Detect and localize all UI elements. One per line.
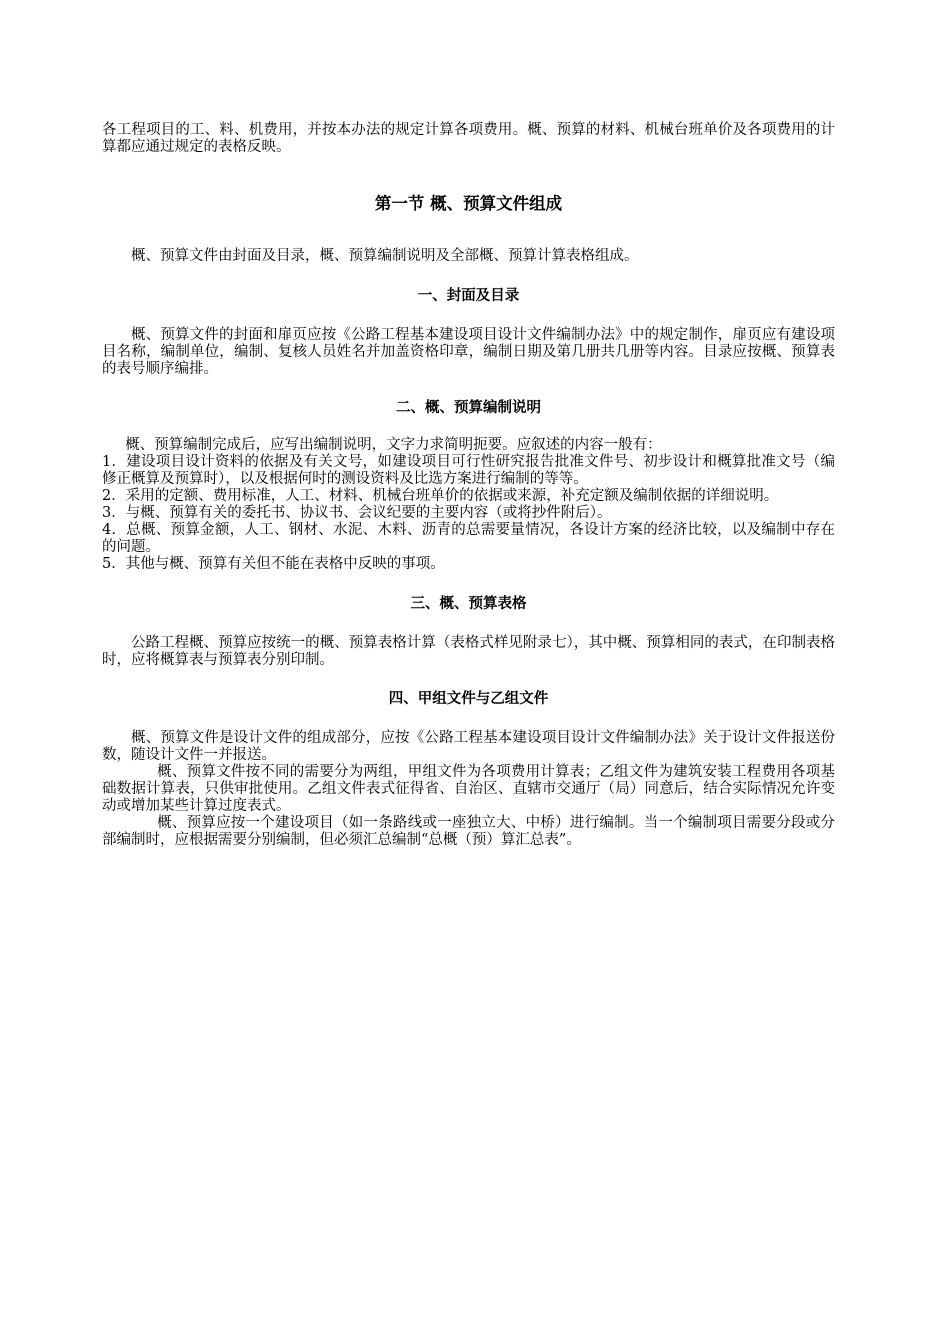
part-2-lead: 概、预算编制完成后，应写出编制说明，文字力求简明扼要。应叙述的内容一般有： [125,437,662,453]
part-4-title: 四、甲组文件与乙组文件 [388,691,549,707]
part-4-paragraph-3: 概、预算应按一个建设项目（如一条路线或一座独立大、中桥）进行编制。当一个编制项目需要分段或分部编制时，应根据需要分别编制，但必须汇总编制“总概（预）算汇总表”。 [102,815,835,848]
section-title: 第一节 概、预算文件组成 [374,194,563,213]
part-3-title: 三、概、预算表格 [410,596,527,612]
part-3-paragraph: 公路工程概、预算应按统一的概、预算表格计算（表格式样见附录七），其中概、预算相同的表式，在印制表格时，应将概算表与预算表分别印制。 [102,635,835,668]
part-4-paragraph-1: 概、预算文件是设计文件的组成部分，应按《公路工程基本建设项目设计文件编制办法》关于设计文件报送份数，随设计文件一并报送。 [102,730,835,763]
part-1-title: 一、封面及目录 [417,288,520,304]
part-4-paragraph-2: 概、预算文件按不同的需要分为两组，甲组文件为各项费用计算表；乙组文件为建筑安装工程费用各项基础数据计算表，只供审批使用。乙组文件表式征得省、自治区、直辖市交通厅（局）同意后，结合实际情况允许变动或增加某些计算过度表式。 [102,764,835,814]
part-2-item-2: 2．采用的定额、费用标准，人工、材料、机械台班单价的依据或来源，补充定额及编制依据的详细说明。 [102,488,779,504]
part-2-title: 二、概、预算编制说明 [396,400,541,416]
part-2-item-1: 1．建设项目设计资料的依据及有关文号，如建设项目可行性研究报告批准文件号、初步设计和概算批准文号（编修正概算及预算时），以及根据何时的测设资料及比选方案进行编制的等等。 [102,454,835,487]
part-1-paragraph: 概、预算文件的封面和扉页应按《公路工程基本建设项目设计文件编制办法》中的规定制作，扉页应有建设项目名称，编制单位，编制、复核人员姓名并加盖资格印章，编制日期及第几册共几册等内容。目录应按概、预算表的表号顺序编排。 [102,327,835,377]
intro-paragraph: 各工程项目的工、料、机费用，并按本办法的规定计算各项费用。概、预算的材料、机械台班单价及各项费用的计算都应通过规定的表格反映。 [102,122,835,155]
part-2-item-5: 5．其他与概、预算有关但不能在表格中反映的事项。 [102,556,445,572]
section-lead: 概、预算文件由封面及目录，概、预算编制说明及全部概、预算计算表格组成。 [131,248,639,264]
part-2-item-4: 4．总概、预算金额，人工、钢材、水泥、木料、沥青的总需要量情况，各设计方案的经济比较，以及编制中存在的问题。 [102,522,835,555]
document-page [102,122,835,849]
part-2-item-3: 3．与概、预算有关的委托书、协议书、会议纪要的主要内容（或将抄件附后）。 [102,505,612,521]
